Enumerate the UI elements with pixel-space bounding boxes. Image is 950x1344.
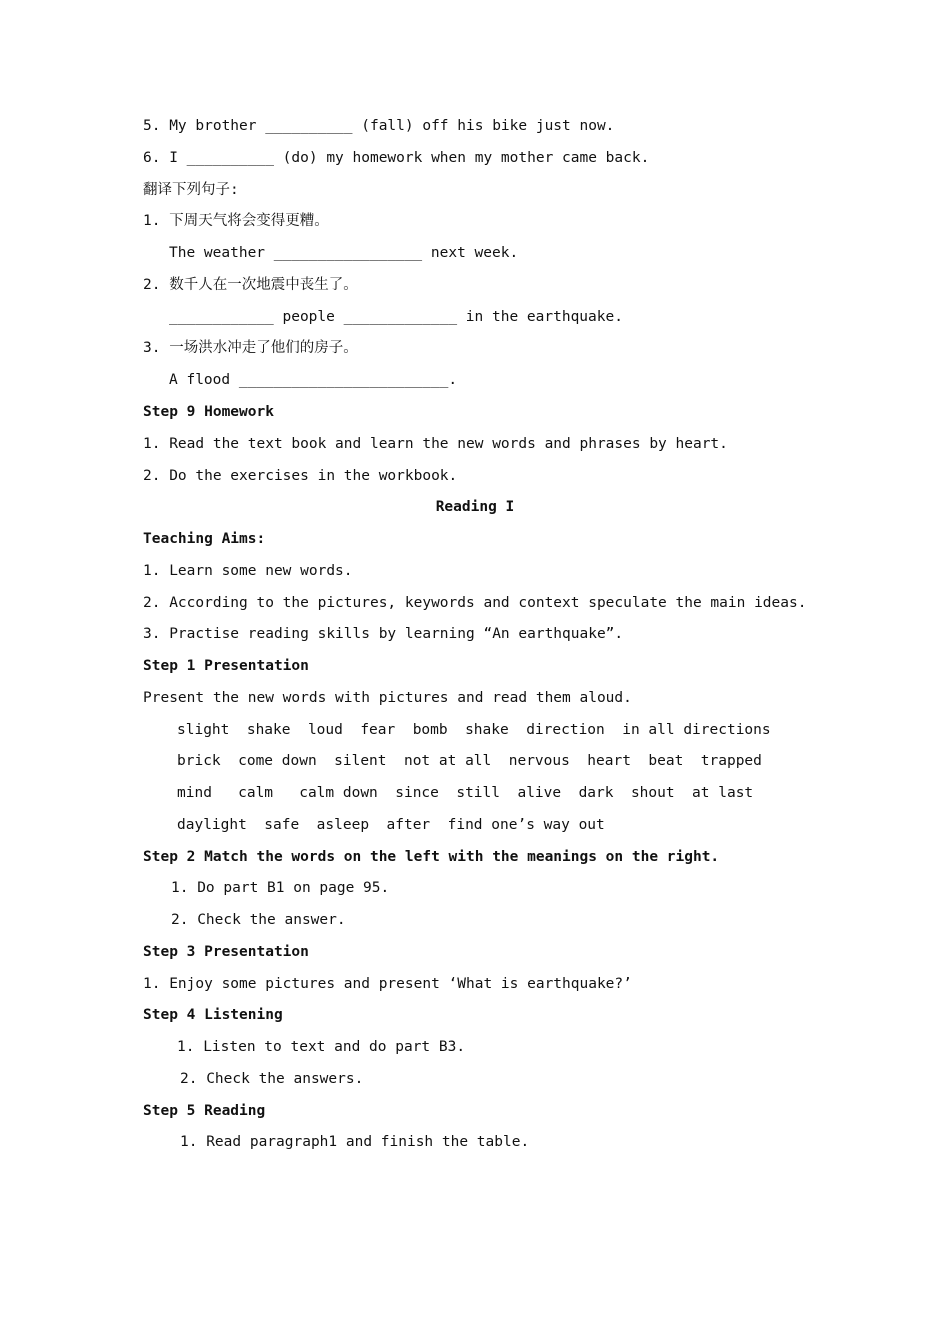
word-list-row-1: slight shake loud fear bomb shake direction in all directions: [177, 722, 771, 738]
step-9-heading: Step 9 Homework: [143, 404, 274, 420]
step-4-item-2: 2. Check the answers.: [180, 1071, 364, 1087]
step-4-item-1: 1. Listen to text and do part B3.: [177, 1039, 466, 1055]
homework-item-1: 1. Read the text book and learn the new words and phrases by heart.: [143, 436, 728, 452]
translation-1-chinese: 1. 下周天气将会变得更糟。: [143, 213, 329, 229]
step-3-heading: Step 3 Presentation: [143, 944, 309, 960]
step-3-item-1: 1. Enjoy some pictures and present ‘What is earthquake?’: [143, 976, 632, 992]
exercise-5: 5. My brother __________ (fall) off his bike just now.: [143, 118, 615, 134]
step-2-item-2: 2. Check the answer.: [171, 912, 346, 928]
translation-3-chinese: 3. 一场洪水冲走了他们的房子。: [143, 340, 358, 356]
word-list-row-4: daylight safe asleep after find one’s way out: [177, 817, 605, 833]
translation-2-english: ____________ people _____________ in the earthquake.: [169, 309, 623, 325]
step-1-instruction: Present the new words with pictures and read them aloud.: [143, 690, 632, 706]
exercise-6: 6. I __________ (do) my homework when my mother came back.: [143, 150, 650, 166]
step-5-heading: Step 5 Reading: [143, 1103, 266, 1119]
homework-item-2: 2. Do the exercises in the workbook.: [143, 468, 458, 484]
section-title: Reading I: [435, 499, 515, 515]
step-1-heading: Step 1 Presentation: [143, 658, 309, 674]
translation-3-english: A flood ________________________.: [169, 372, 458, 388]
aim-item-1: 1. Learn some new words.: [143, 563, 353, 579]
aim-item-2: 2. According to the pictures, keywords and context speculate the main ideas.: [143, 595, 807, 611]
word-list-row-2: brick come down silent not at all nervous heart beat trapped: [177, 753, 762, 769]
word-list-row-3: mind calm calm down since still alive dark shout at last: [177, 785, 754, 801]
translation-2-chinese: 2. 数千人在一次地震中丧生了。: [143, 277, 358, 293]
teaching-aims-heading: Teaching Aims:: [143, 531, 266, 547]
step-5-item-1: 1. Read paragraph1 and finish the table.: [180, 1134, 530, 1150]
translation-1-english: The weather _________________ next week.: [169, 245, 519, 261]
step-2-heading: Step 2 Match the words on the left with the meanings on the right.: [143, 849, 720, 865]
step-2-item-1: 1. Do part B1 on page 95.: [171, 880, 390, 896]
step-4-heading: Step 4 Listening: [143, 1007, 283, 1023]
translation-heading: 翻译下列句子:: [143, 182, 239, 198]
aim-item-3: 3. Practise reading skills by learning “An earthquake”.: [143, 626, 624, 642]
